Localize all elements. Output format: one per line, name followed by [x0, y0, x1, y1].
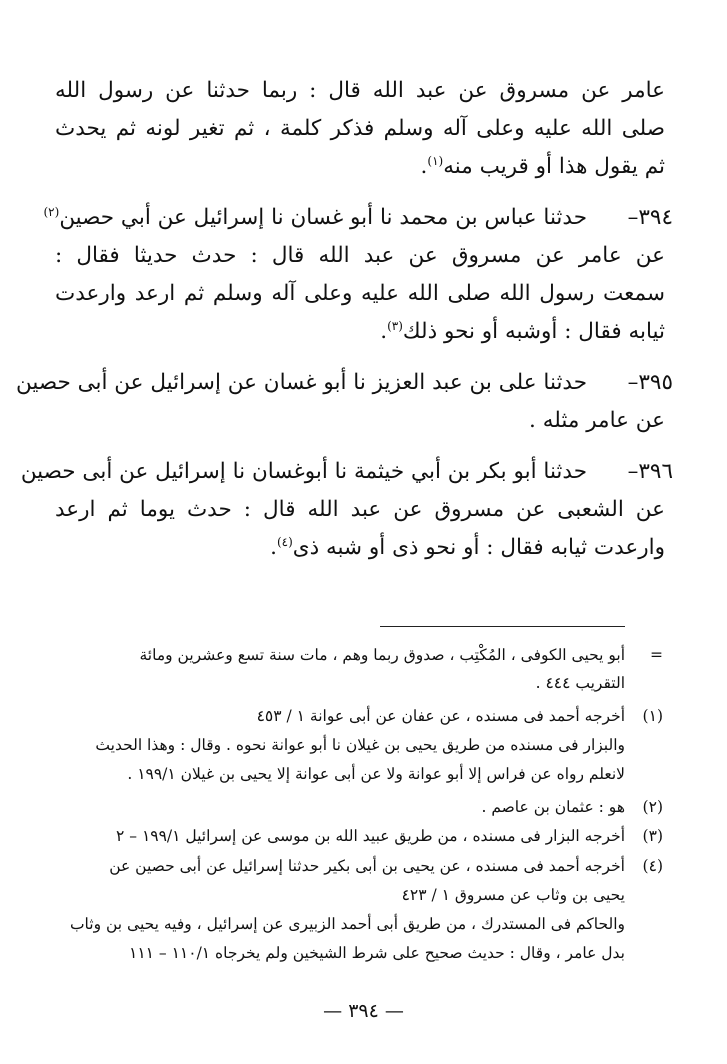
footnote-mark: (٢): [642, 798, 663, 816]
footnote-ref: (٢): [43, 204, 60, 219]
text-line: [55, 402, 665, 440]
text-line: [55, 275, 665, 313]
footnote-line: أخرجه أحمد فى مسنده ، عن عفان عن أبى عوانة ١ / ٤٥٣: [256, 707, 625, 725]
text-line: [15, 364, 587, 402]
text-line: [55, 313, 665, 351]
text-line-content: وارعدت ثيابه فقال : أو نحو ذى أو شبه ذى: [292, 535, 665, 560]
footnote-line: والحاكم فى المستدرك ، من طريق أبى أحمد الزبيرى عن إسرائيل ، وفيه يحيى بن وثاب: [69, 915, 625, 933]
footnote-mark: (١): [642, 707, 663, 725]
footnote-ref: (٣): [387, 318, 403, 333]
full-stop: .: [380, 319, 388, 344]
text-line-content: سمعت رسول الله صلى الله عليه وعلى آله وسلم ثم ارعد وارعدت: [55, 281, 665, 306]
footnote-line: يحيى بن وثاب عن مسروق ١ / ٤٢٣: [401, 886, 625, 904]
page-number: — ٣٩٤ —: [323, 1000, 404, 1022]
text-line: [55, 237, 665, 275]
footnote-line: أخرجه البزار فى مسنده ، من طريق عبيد الله بن موسى عن إسرائيل ١٩٩/١ – ٢: [116, 827, 625, 845]
text-line: [55, 110, 665, 148]
footnote-mark: (٤): [642, 857, 663, 875]
text-line: [20, 453, 587, 491]
text-line-content: عن عامر عن مسروق عن عبد الله قال : حدث حديثا فقال :: [55, 243, 665, 268]
footnote-mark: (٣): [642, 827, 663, 845]
text-line: [55, 529, 665, 567]
text-line-content: حدثنا أبو بكر بن أبي خيثمة نا أبوغسان نا إسرائيل عن أبى حصين: [20, 459, 587, 484]
text-line: [55, 148, 665, 186]
hadith-number: ٣٩٥–: [627, 370, 673, 395]
text-line-content: حدثنا عباس بن محمد نا أبو غسان نا إسرائيل عن أبي حصين: [59, 205, 587, 230]
text-line-content: عن الشعبى عن مسروق عن عبد الله قال : حدث يوما ثم ارعد: [55, 497, 665, 522]
text-line-content: عامر عن مسروق عن عبد الله قال : ربما حدثنا عن رسول الله: [55, 78, 665, 103]
footnote-mark: =: [650, 646, 663, 664]
hadith-number: ٣٩٤–: [627, 205, 673, 230]
text-line: [43, 199, 587, 237]
hadith-number: ٣٩٦–: [627, 459, 673, 484]
footnote-ref: (٤): [276, 534, 293, 549]
text-line: [55, 491, 665, 529]
footnote-line: أبو يحيى الكوفى ، المُكْتِب ، صدوق ربما وهم ، مات سنة تسع وعشرين ومائة: [139, 646, 625, 664]
text-line-content: حدثنا على بن عبد العزيز نا أبو غسان عن إسرائيل عن أبى حصين: [15, 370, 587, 395]
footnote-line: بدل عامر ، وقال : حديث صحيح على شرط الشيخين ولم يخرجاه ١١٠/١ – ١١١: [129, 944, 625, 962]
text-line-content: عن عامر مثله .: [529, 408, 665, 433]
text-line-content: صلى الله عليه وعلى آله وسلم فذكر كلمة ، ثم تغير لونه ثم يحدث: [55, 116, 665, 141]
text-line-content: ثم يقول هذا أو قريب منه: [443, 154, 665, 179]
footnote-line: هو : عثمان بن عاصم .: [481, 798, 625, 816]
full-stop: .: [270, 535, 277, 560]
footnote-line: أخرجه أحمد فى مسنده ، عن يحيى بن أبى بكير حدثنا إسرائيل عن أبى حصين عن: [109, 857, 625, 875]
footnote-ref: (١): [427, 153, 444, 168]
text-line: [55, 72, 665, 110]
full-stop: .: [420, 154, 428, 179]
footnote-line: لانعلم رواه عن فراس إلا أبو عوانة ولا عن أبى عوانة إلا يحيى بن غيلان ١٩٩/١ .: [127, 765, 625, 783]
text-line-content: ثيابه فقال : أوشبه أو نحو ذلك: [402, 319, 665, 344]
footnote-line: التقريب ٤٤٤ .: [535, 674, 625, 692]
footnote-line: والبزار فى مسنده من طريق يحيى بن غيلان نا أبو عوانة نحوه . وقال : وهذا الحديث: [95, 736, 625, 754]
footnote-separator: [380, 626, 625, 627]
